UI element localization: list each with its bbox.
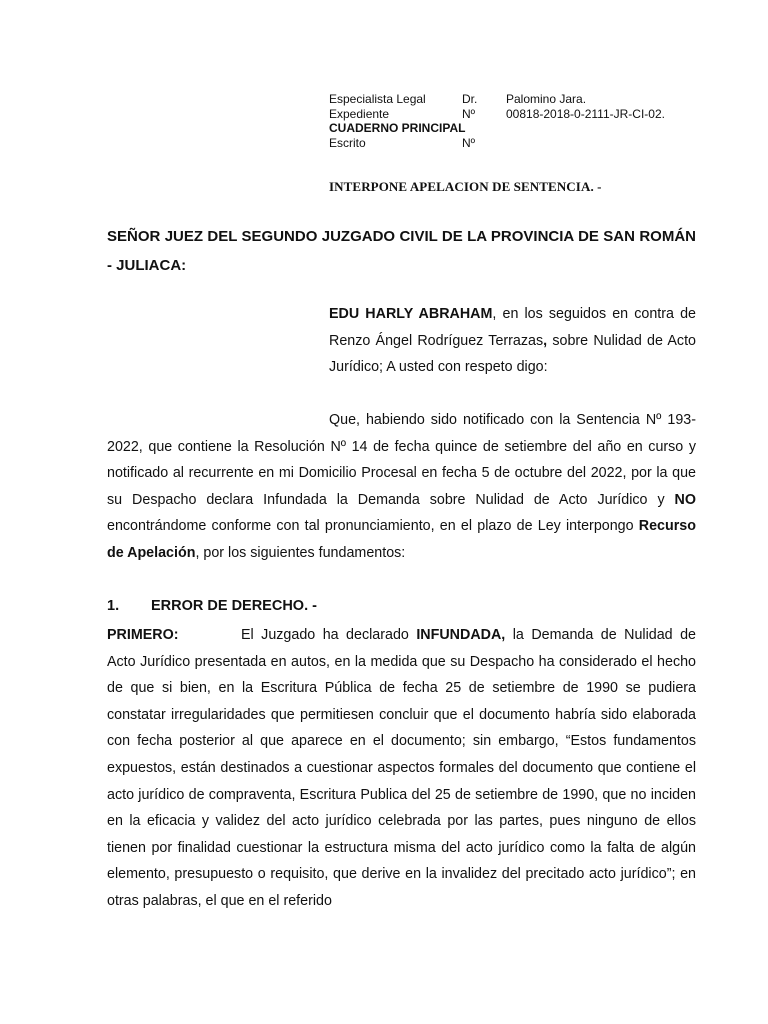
paragraph-lead: PRIMERO:: [107, 627, 179, 643]
header-label: Escrito: [329, 135, 366, 150]
intro-text: sobre Nulidad de Acto Jurídico; A usted con respeto digo:: [329, 332, 697, 376]
emphasis-infundada: INFUNDADA,: [416, 627, 506, 643]
document-subject: INTERPONE APELACION DE SENTENCIA. -: [329, 179, 602, 194]
emphasis-recurso: Recurso de Apelación: [107, 518, 696, 561]
paragraph-text: Que, habiendo sido notificado con la Sentencia Nº 193-2022, que contiene la Resolución Nº 14 de fecha quince de setiembre del año en curso y notificado al recurrente en mi Domicilio Procesal en fecha 5 de octubre del 2022, por la que su Despacho declara Infundada la Demanda sobre Nulidad de Acto Jurídico y: [107, 412, 696, 508]
section-title: ERROR DE DERECHO. -: [151, 598, 317, 614]
header-sep: Dr.: [462, 92, 478, 106]
paragraph-text: El Juzgado ha declarado: [241, 627, 417, 643]
paragraph-notification: [107, 407, 696, 567]
intro-paragraph: [329, 301, 696, 381]
paragraph-text: , por los siguientes fundamentos:: [195, 544, 406, 561]
intro-comma: ,: [543, 332, 548, 349]
header-label: CUADERNO PRINCIPAL: [329, 121, 466, 135]
header-label: Expediente: [329, 106, 390, 121]
header-value: 00818-2018-0-2111-JR-CI-02.: [506, 106, 665, 121]
paragraph-text: encontrándome conforme con tal pronunciamiento, en el plazo de Ley interpongo: [107, 518, 639, 535]
header-label: Especialista Legal: [329, 92, 426, 106]
emphasis-no: NO: [674, 491, 696, 508]
header-value: Palomino Jara.: [506, 92, 587, 106]
section-heading: [107, 598, 317, 614]
paragraph-text: la Demanda de Nulidad de Acto Jurídico presentada en autos, en la medida que su Despacho ha considerado el hecho de que si bien, en la Escritura Pública de fecha 25 de setiembre de 1990 se pudiera constatar irregularidades que permitiesen concluir que el documento habría sido elaborada con fecha posterior al que aparece en el documento; sin embargo, “Estos fundamentos expuestos, están destinados a cuestionar aspectos formales del documento que contiene el acto jurídico de compraventa, Escritura Publica del 25 de setiembre de 1990, que no inciden en la eficacia y validez del acto jurídico celebrada por las partes, pues ninguno de ellos tienen por finalidad cuestionar la estructura misma del acto jurídico como la falta de algún elemento, presupuesto o requisito, que derive en la invalidez del precitado acto jurídico”; en otras palabras, el que en el referido: [107, 627, 696, 909]
header-sep: Nº: [462, 106, 476, 121]
section-number: 1.: [107, 598, 120, 614]
petitioner-name: EDU HARLY ABRAHAM: [329, 306, 493, 322]
header-sep: Nº: [462, 135, 476, 150]
paragraph-primero: [107, 622, 696, 915]
addressee: SEÑOR JUEZ DEL SEGUNDO JUZGADO CIVIL DE LA PROVINCIA DE SAN ROMÁN - JULIACA:: [107, 228, 696, 274]
intro-text: , en los seguidos en contra de Renzo Ángel Rodríguez Terrazas: [329, 306, 696, 349]
